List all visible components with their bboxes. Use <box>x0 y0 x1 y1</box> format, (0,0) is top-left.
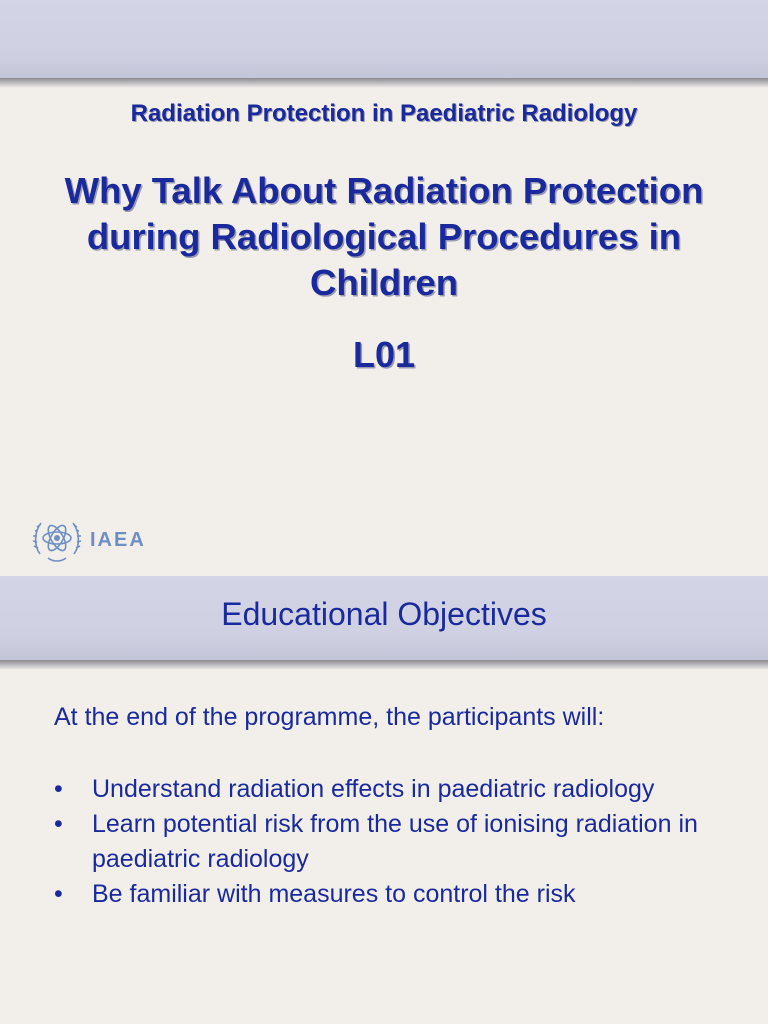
list-item <box>54 772 744 807</box>
iaea-logo-text: IAEA <box>90 528 146 551</box>
course-subtitle: Radiation Protection in Paediatric Radiology <box>130 100 638 127</box>
header-band-shadow <box>0 78 768 88</box>
iaea-logo <box>30 514 146 566</box>
lecture-title: Why Talk About Radiation Protection during Radiological Procedures in Children <box>64 170 704 303</box>
bullet-marker: • <box>54 775 63 803</box>
header-band <box>0 0 768 78</box>
bullet-marker: • <box>54 810 63 838</box>
list-item <box>54 877 744 912</box>
intro-text: At the end of the programme, the participants will: <box>54 703 605 731</box>
objective-text: Be familiar with measures to control the risk <box>92 880 576 908</box>
lecture-code: L01 <box>352 334 416 375</box>
iaea-emblem-icon <box>30 514 84 566</box>
bullet-marker: • <box>54 880 63 908</box>
objective-text: Understand radiation effects in paediatric radiology <box>92 775 655 803</box>
section-heading: Educational Objectives <box>221 596 547 632</box>
objectives-slide <box>0 576 768 1024</box>
objective-text: Learn potential risk from the use of ionising radiation in paediatric radiology <box>92 810 698 873</box>
list-item <box>54 807 744 877</box>
header-band-shadow <box>0 660 768 670</box>
objectives-list <box>54 772 744 912</box>
